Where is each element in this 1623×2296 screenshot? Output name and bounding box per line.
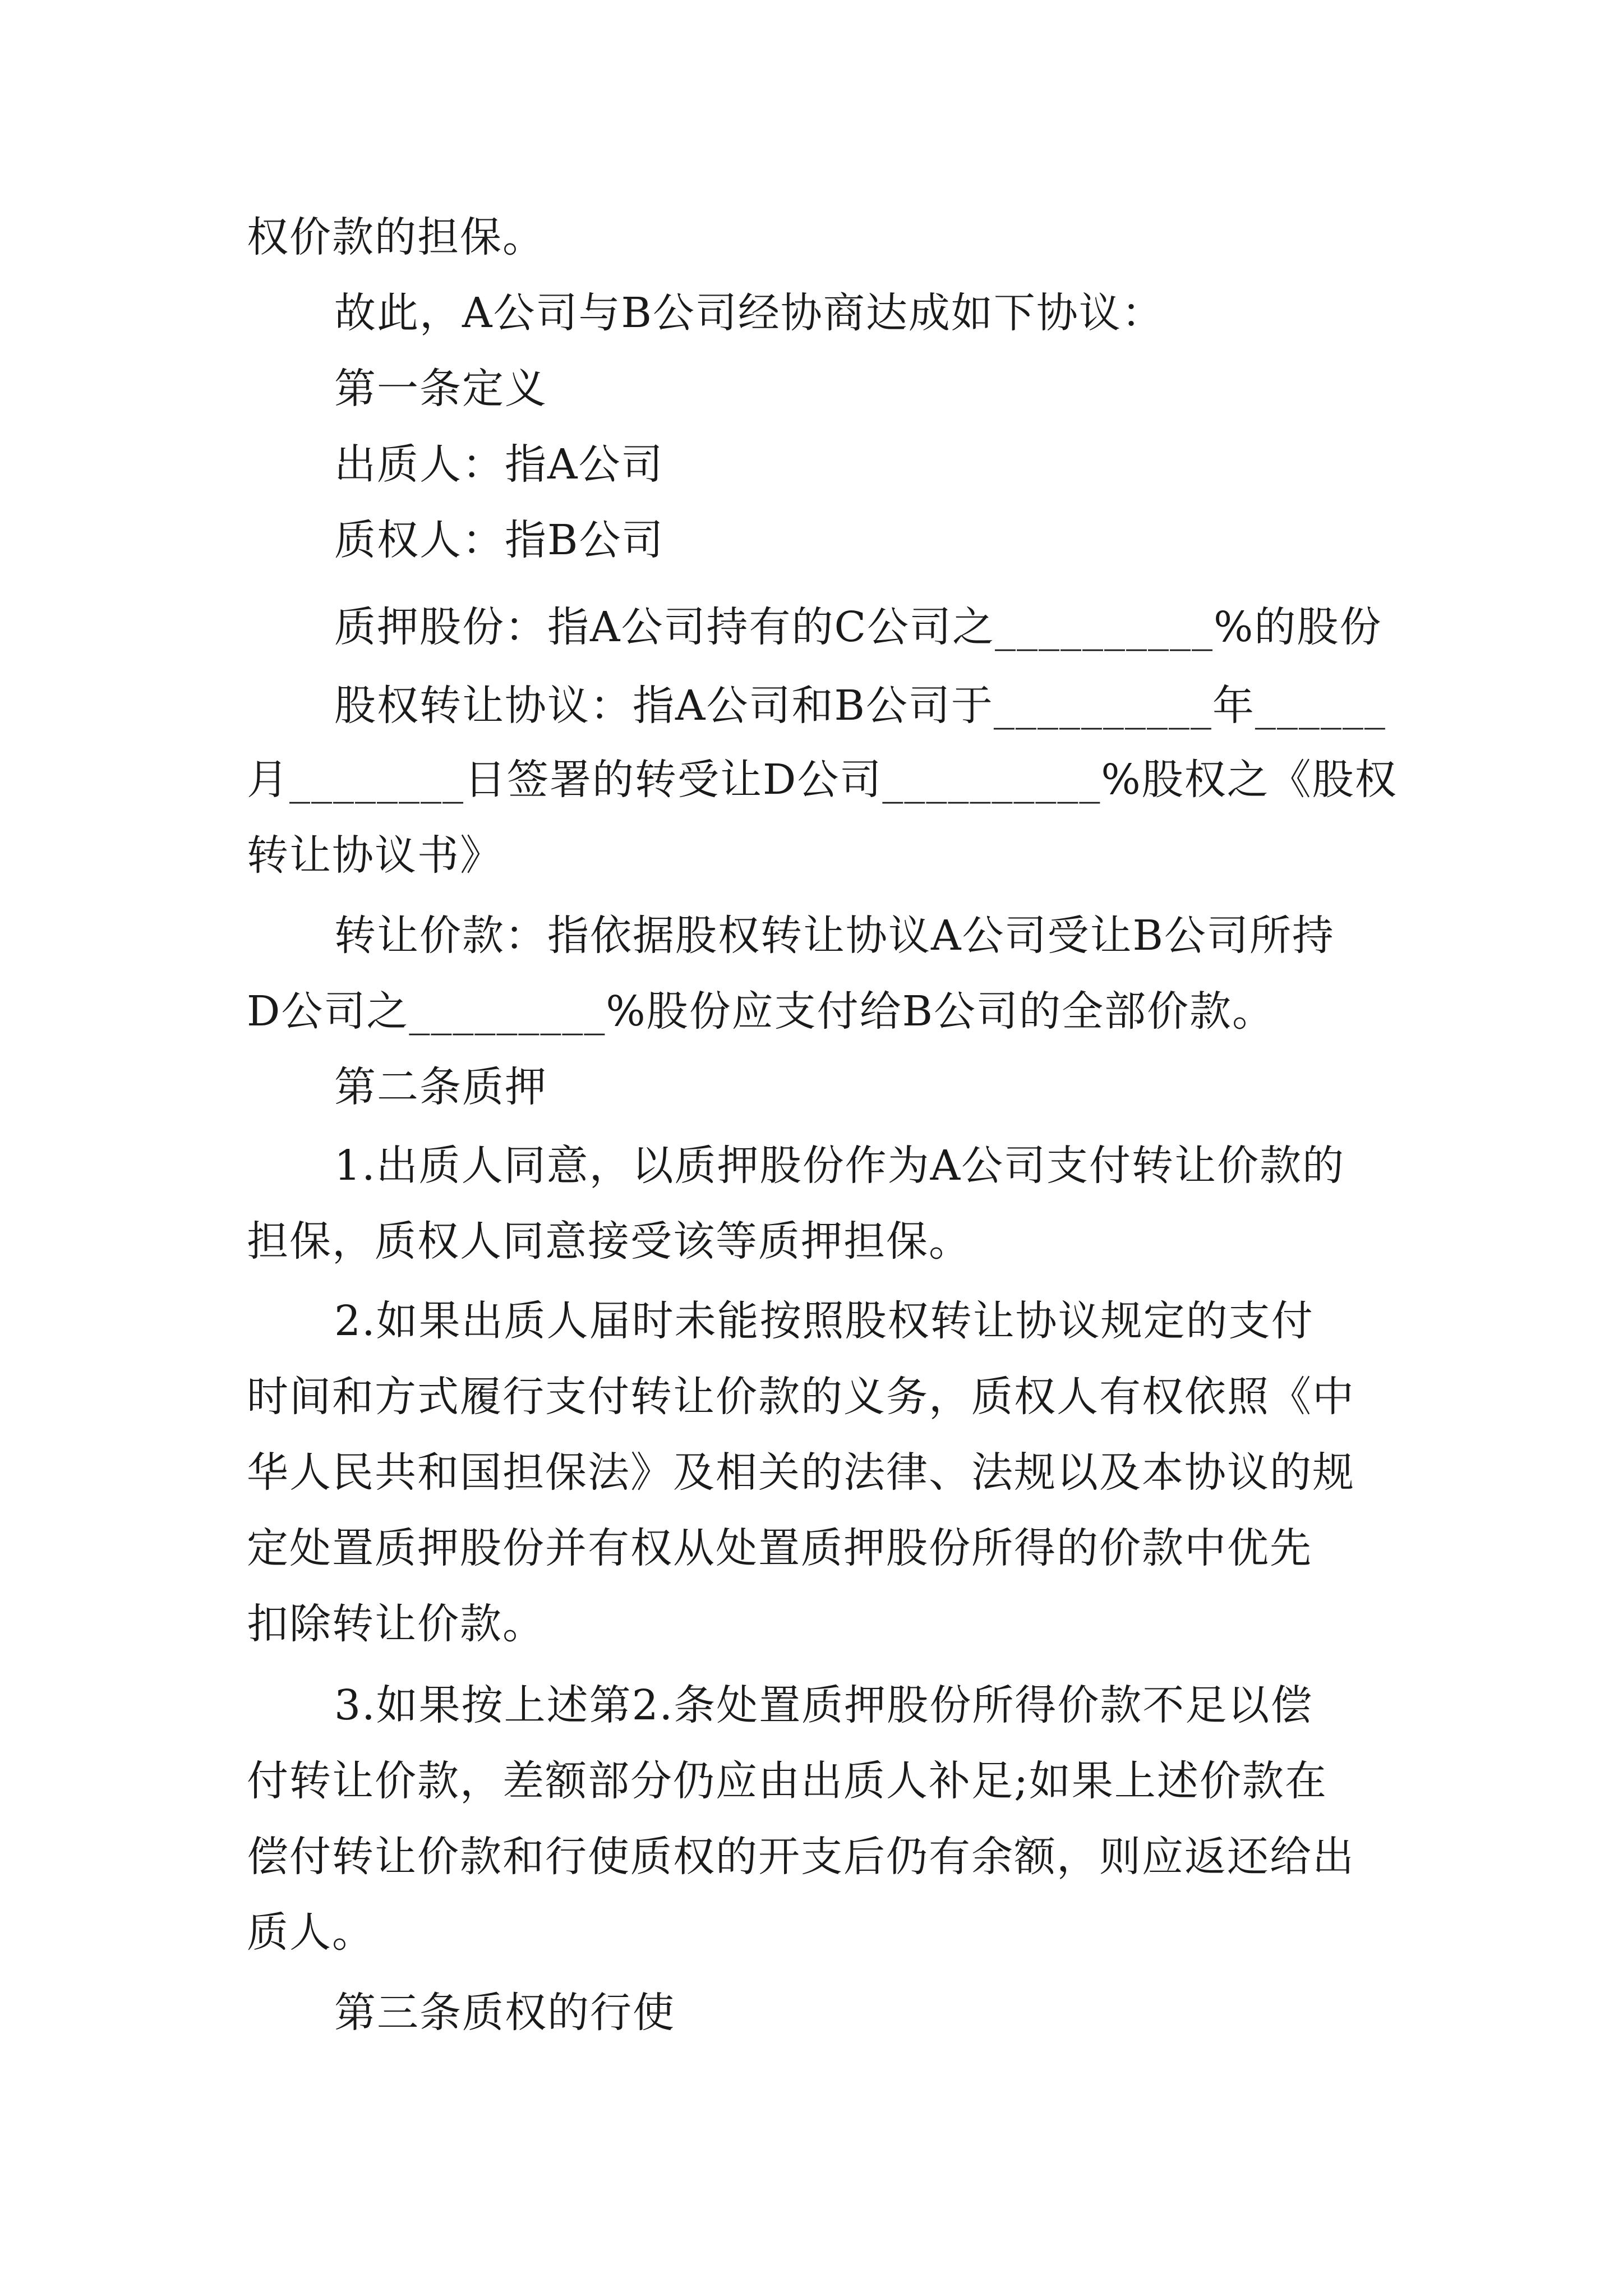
text-line: 1.出质人同意，以质押股份作为A公司支付转让价款的	[334, 1142, 1345, 1190]
text-line: 质人。	[247, 1908, 375, 1957]
text-line: 扣除转让价款。	[247, 1600, 545, 1648]
text-line: 月________日签署的转受让D公司__________%股权之《股权	[247, 756, 1398, 804]
text-line: 转让协议书》	[247, 831, 502, 880]
text-line: 转让价款：指依据股权转让协议A公司受让B公司所持	[334, 912, 1335, 960]
text-line: 3.如果按上述第2.条处置质押股份所得价款不足以偿	[334, 1681, 1313, 1729]
text-line: 偿付转让价款和行使质权的开支后仍有余额，则应返还给出	[247, 1833, 1355, 1881]
text-line: 2.如果出质人届时未能按照股权转让协议规定的支付	[334, 1297, 1314, 1345]
text-line: 担保，质权人同意接受该等质押担保。	[247, 1217, 971, 1266]
text-line: 出质人：指A公司	[334, 440, 664, 489]
text-line: 股权转让协议：指A公司和B公司于__________年______	[334, 682, 1386, 730]
text-line: 权价款的担保。	[247, 213, 545, 261]
text-line: 质权人：指B公司	[334, 516, 665, 564]
text-line: 付转让价款，差额部分仍应由出质人补足;如果上述价款在	[247, 1757, 1327, 1805]
section-heading: 第一条定义	[334, 365, 547, 413]
section-heading: 第二条质押	[334, 1063, 547, 1111]
section-heading: 第三条质权的行使	[334, 1989, 675, 2037]
text-line: 华人民共和国担保法》及相关的法律、法规以及本协议的规	[247, 1448, 1355, 1497]
text-line: 故此，A公司与B公司经协商达成如下协议：	[334, 289, 1164, 337]
text-line: 时间和方式履行支付转让价款的义务，质权人有权依照《中	[247, 1373, 1355, 1421]
text-line: 质押股份：指A公司持有的C公司之__________%的股份	[334, 603, 1382, 651]
text-line: D公司之_________%股份应支付给B公司的全部价款。	[247, 987, 1275, 1036]
text-line: 定处置质押股份并有权从处置质押股份所得的价款中优先	[247, 1524, 1312, 1572]
